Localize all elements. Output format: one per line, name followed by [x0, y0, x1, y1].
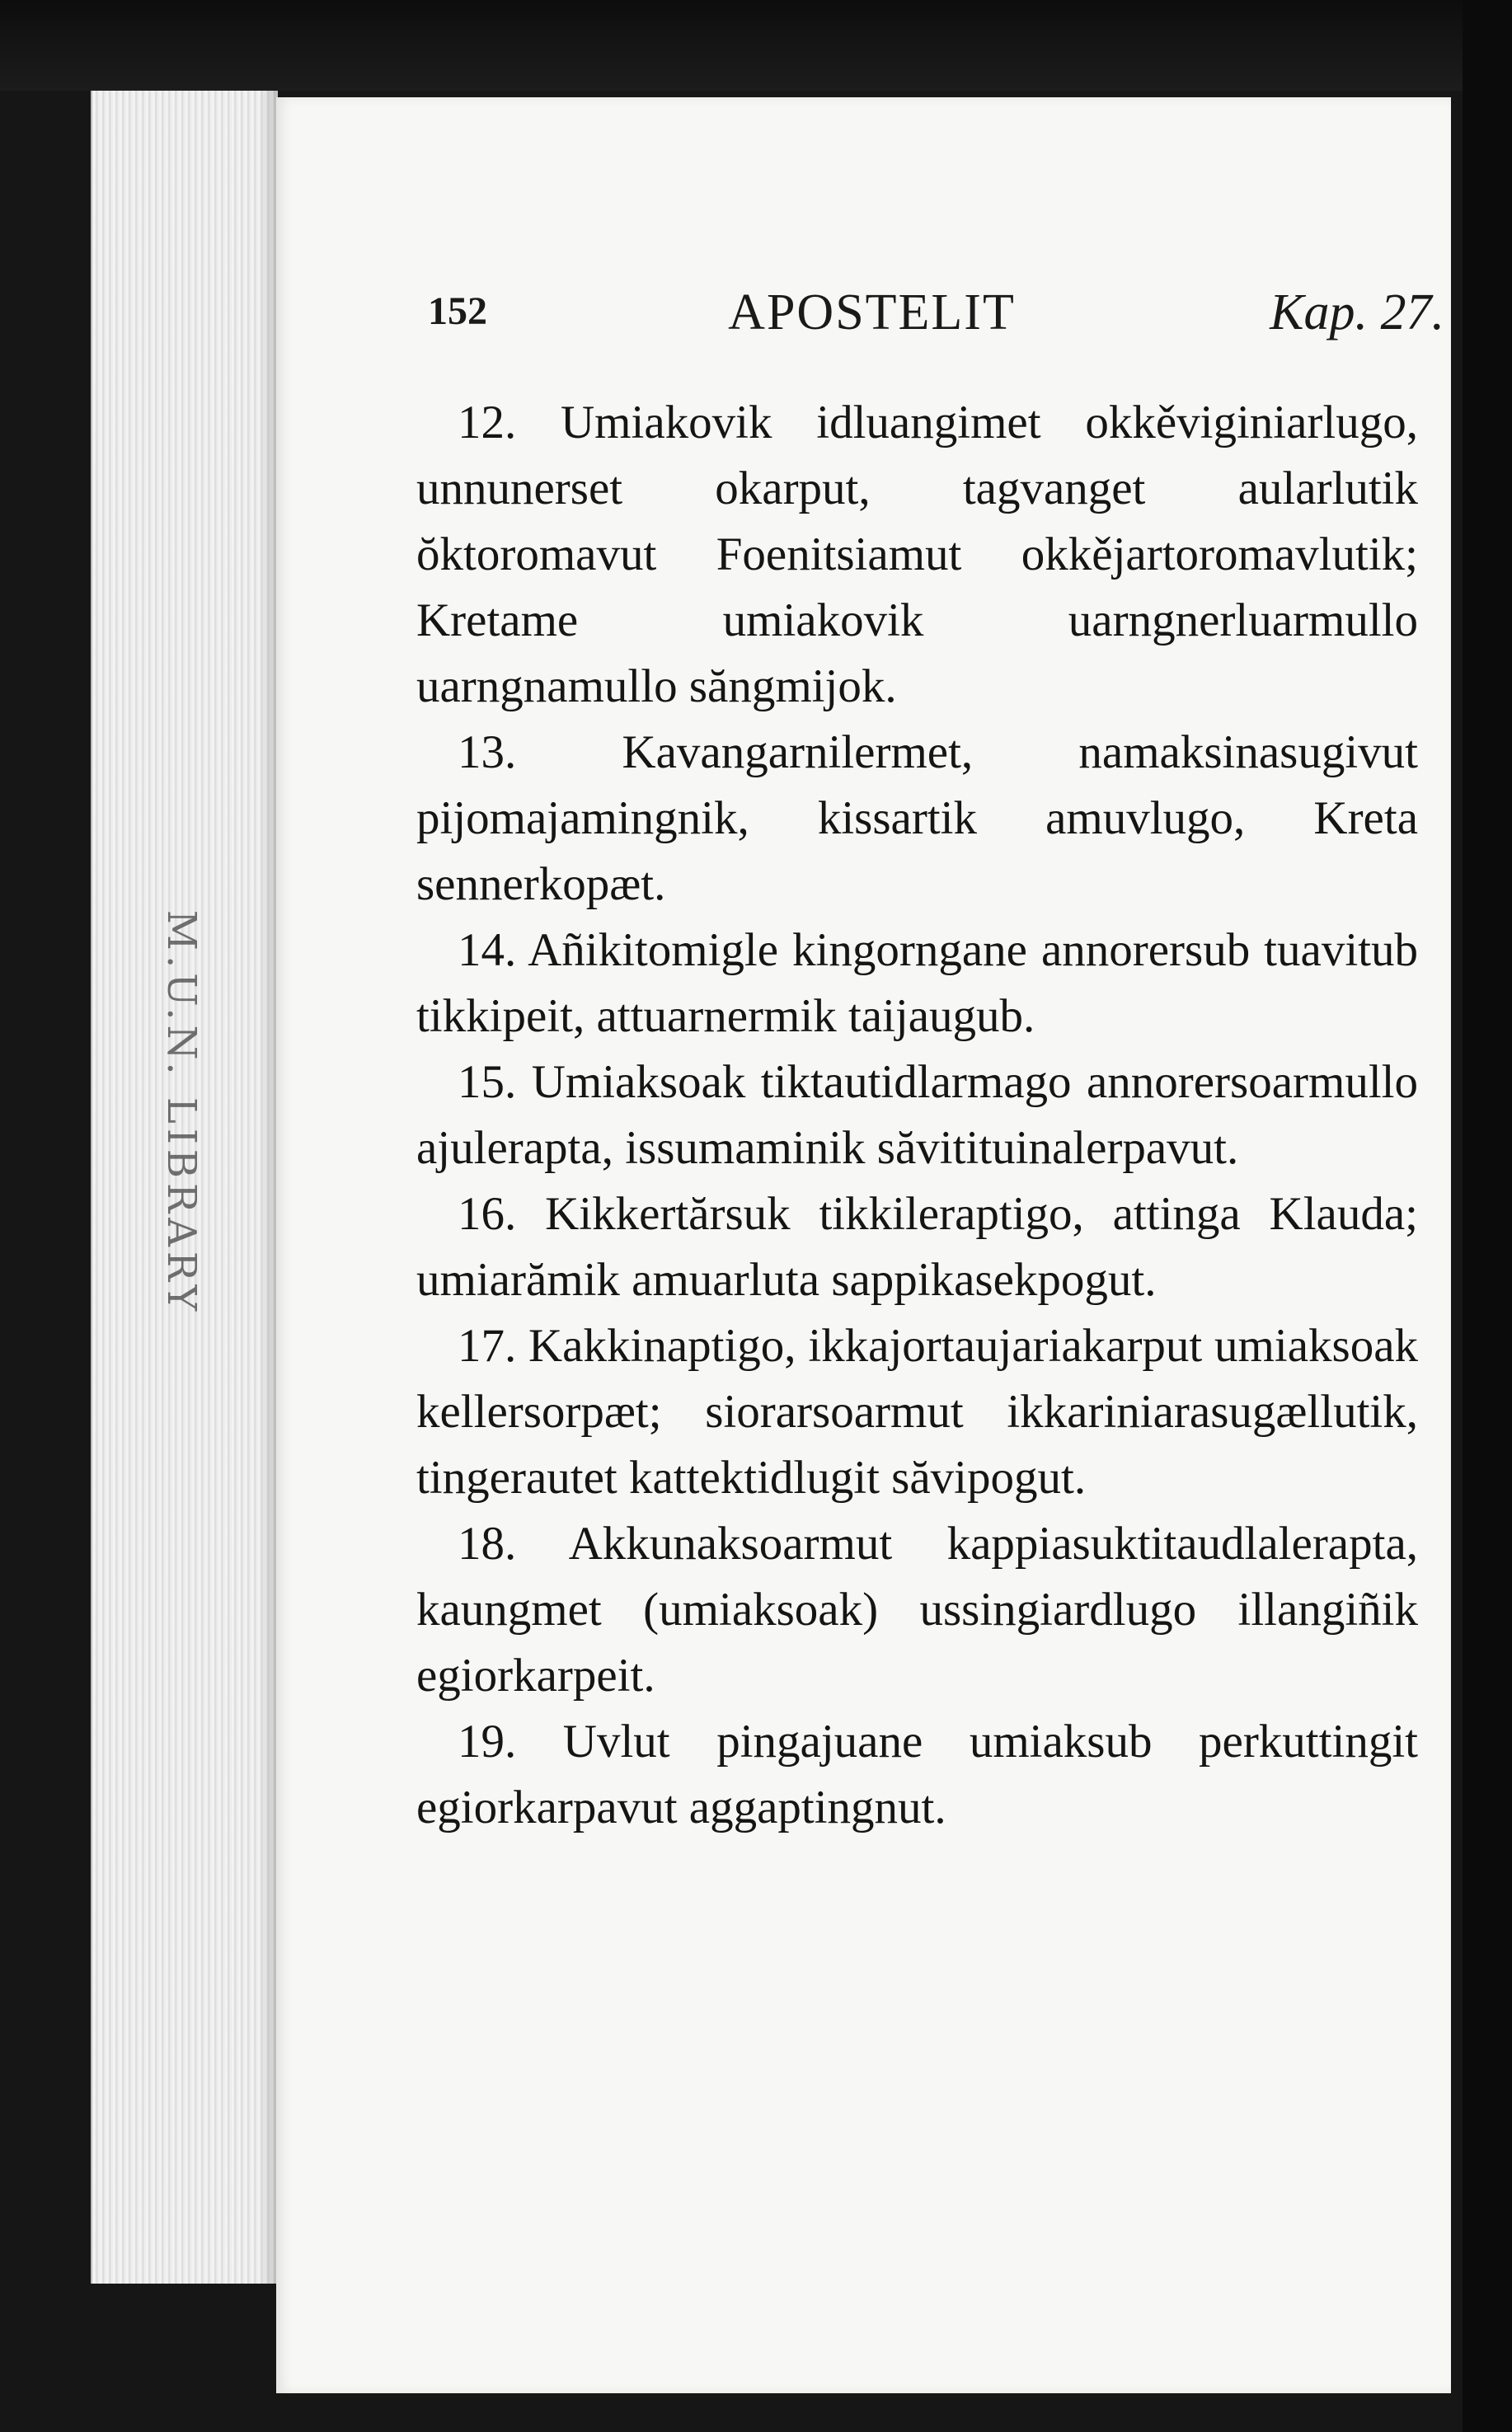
library-stamp	[124, 824, 239, 1401]
verse-18: 18. Akkunaksoarmut kappiasuktitaudlalerapta, kaungmet (umiaksoak) ussingiardlugo illangiñik egiorkarpeit.	[416, 1518, 1418, 1702]
page-body	[416, 390, 1418, 1841]
book-page	[276, 97, 1451, 2393]
running-head	[276, 284, 1451, 354]
verse-13: 13. Kavangarnilermet, namaksinasugivut pijomajamingnik, kissartik amuvlugo, Kreta sennerkopæt.	[416, 726, 1418, 910]
film-edge-top	[0, 0, 1512, 91]
library-stamp-text: M.U.N. LIBRARY	[158, 909, 204, 1317]
verse-12: 12. Umiakovik idluangimet okkěviginiarlugo, unnunerset okarput, tagvanget aularlutik ŏktoromavut Foenitsiamut okkějartoromavlutik; Kretame umiakovik uarngnerluarmullo uarngnamullo săngmijok.	[416, 397, 1418, 712]
verse-15: 15. Umiaksoak tiktautidlarmago annorersoarmullo ajulerapta, issumaminik săvitituinalerpavut.	[416, 1056, 1418, 1174]
verse-16: 16. Kikkertărsuk tikkileraptigo, attinga Klauda; umiarămik amuarluta sappikasekpogut.	[416, 1188, 1418, 1306]
verse-19: 19. Uvlut pingajuane umiaksub perkuttingit egiorkarpavut aggaptingnut.	[416, 1716, 1418, 1833]
page-number: 152	[428, 289, 487, 333]
chapter-reference: Kap. 27.	[1270, 284, 1444, 340]
verse-14: 14. Añikitomigle kingorngane annorersub tuavitub tikkipeit, attuarnermik taijaugub.	[416, 924, 1418, 1042]
book-title: APOSTELIT	[728, 284, 1016, 340]
verse-17: 17. Kakkinaptigo, ikkajortaujariakarput umiaksoak kellersorpæt; siorarsoarmut ikkariniarasugællutik, tingerautet kattektidlugit săvipogut.	[416, 1320, 1418, 1504]
film-edge-right	[1463, 0, 1512, 2432]
